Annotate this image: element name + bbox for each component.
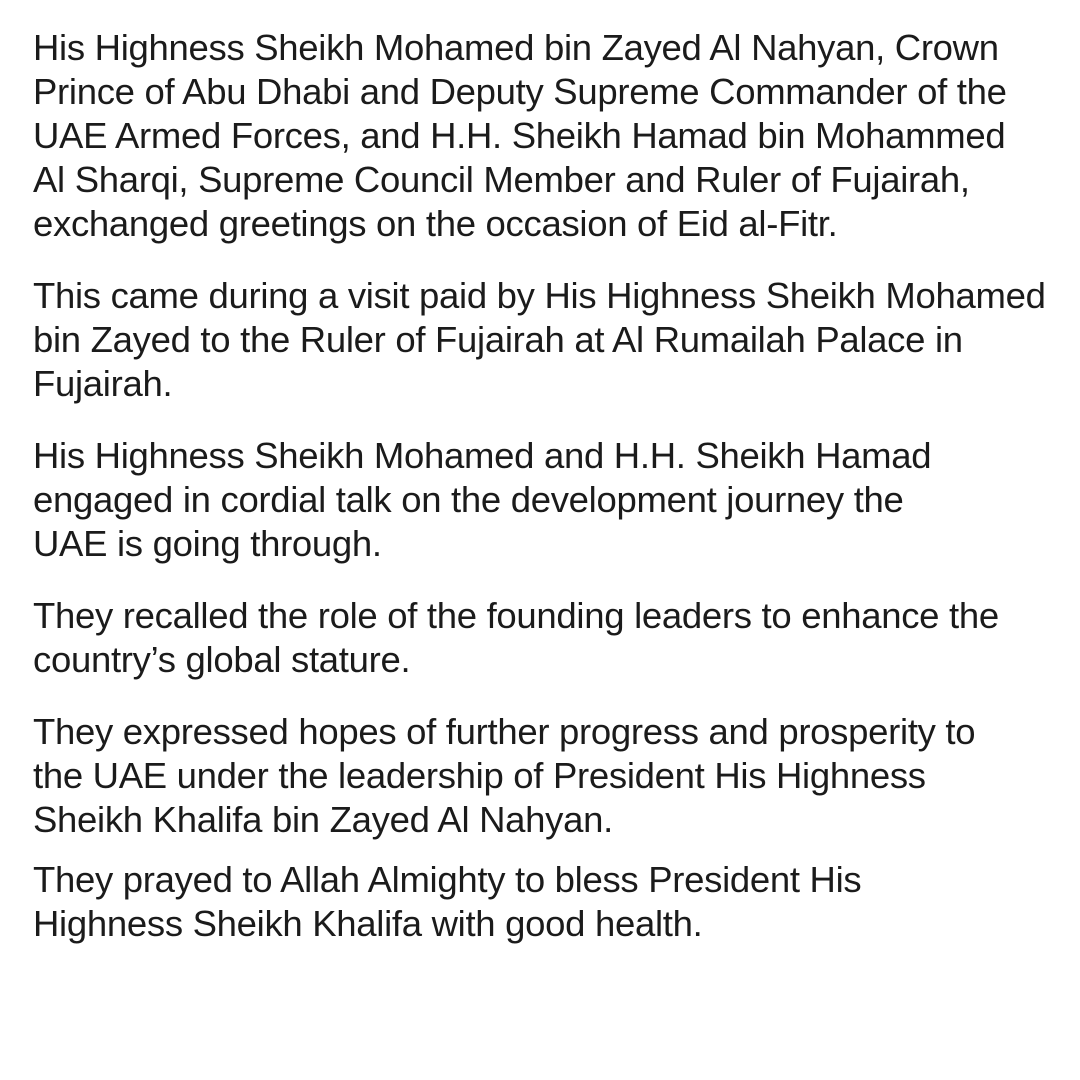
article-paragraph: They recalled the role of the founding leaders to enhance the country’s global stature. bbox=[33, 595, 999, 680]
article-paragraph: His Highness Sheikh Mohamed bin Zayed Al Nahyan, Crown Prince of Abu Dhabi and Deputy Supreme Commander of the UAE Armed Forces, and H.H. Sheikh Hamad bin Mohammed Al Sharqi, Supreme Council Member and Ruler of Fujairah, exchanged greetings on the occasion of Eid al-Fitr. bbox=[33, 27, 1007, 244]
article-paragraph: His Highness Sheikh Mohamed and H.H. Sheikh Hamad engaged in cordial talk on the development journey the UAE is going through. bbox=[33, 435, 932, 564]
article-body bbox=[33, 26, 1073, 946]
article-paragraph: This came during a visit paid by His Highness Sheikh Mohamed bin Zayed to the Ruler of Fujairah at Al Rumailah Palace in Fujairah. bbox=[33, 275, 1046, 404]
article-paragraph: They expressed hopes of further progress and prosperity to the UAE under the leadership of President His Highness Sheikh Khalifa bin Zayed Al Nahyan. bbox=[33, 711, 976, 840]
article-paragraph: They prayed to Allah Almighty to bless President His Highness Sheikh Khalifa with good health. bbox=[33, 859, 862, 944]
